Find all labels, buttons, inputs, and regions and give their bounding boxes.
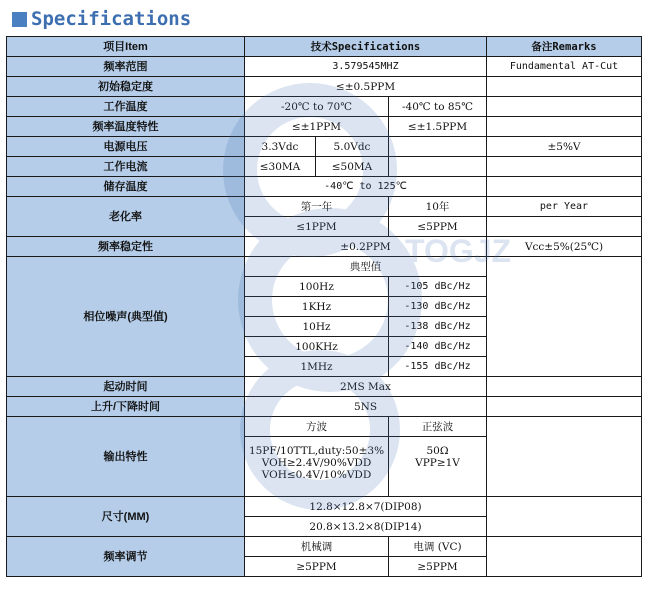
remark-empty [487, 397, 642, 417]
remark-freq-stability: Vcc±5%(25℃) [487, 237, 642, 257]
table-row [7, 257, 642, 277]
title-square-icon [12, 12, 27, 27]
value-startup-time: 2MS Max [245, 377, 487, 397]
remark-empty [487, 97, 642, 117]
output-header-2: 正弦波 [389, 417, 487, 437]
label-aging: 老化率 [7, 197, 245, 237]
header-remarks: 备注Remarks [487, 37, 642, 57]
phase-noise-header: 典型值 [245, 257, 487, 277]
remark-supply-voltage: ±5%V [487, 137, 642, 157]
label-rise-fall: 上升/下降时间 [7, 397, 245, 417]
remark-empty [487, 157, 642, 177]
phase-noise-freq: 100KHz [245, 337, 389, 357]
table-row [7, 157, 642, 177]
output-sine-line: VPP≥1V [415, 457, 460, 469]
label-operating-temp: 工作温度 [7, 97, 245, 117]
page-title [12, 6, 191, 32]
value-frequency-range: 3.579545MHZ [245, 57, 487, 77]
value-dimensions-1: 12.8×12.8×7(DIP08) [245, 497, 487, 517]
value-freq-temp-1: ≤±1PPM [245, 117, 389, 137]
remark-aging: per Year [487, 197, 642, 217]
table-row [7, 97, 642, 117]
remark-empty [487, 257, 642, 377]
label-startup-time: 起动时间 [7, 377, 245, 397]
phase-noise-value: -155 dBc/Hz [389, 357, 487, 377]
output-header-1: 方波 [245, 417, 389, 437]
phase-noise-freq: 1MHz [245, 357, 389, 377]
table-row [7, 57, 642, 77]
value-freq-stability: ±0.2PPM [245, 237, 487, 257]
output-sine-spec [389, 437, 487, 497]
value-supply-voltage-2: 5.0Vdc [316, 137, 389, 157]
label-operating-current: 工作电流 [7, 157, 245, 177]
value-operating-current-1: ≤30MA [245, 157, 316, 177]
table-row [7, 77, 642, 97]
aging-header-2: 10年 [389, 197, 487, 217]
table-row [7, 397, 642, 417]
phase-noise-freq: 10Hz [245, 317, 389, 337]
output-sine-line: 50Ω [426, 445, 449, 457]
value-supply-voltage-1: 3.3Vdc [245, 137, 316, 157]
label-freq-stability: 频率稳定性 [7, 237, 245, 257]
freq-adjust-header-1: 机械调 [245, 537, 389, 557]
remark-empty [487, 377, 642, 397]
label-frequency-range: 频率范围 [7, 57, 245, 77]
label-supply-voltage: 电源电压 [7, 137, 245, 157]
freq-adjust-header-2: 电调 (VC) [389, 537, 487, 557]
table-row [7, 237, 642, 257]
value-rise-fall: 5NS [245, 397, 487, 417]
value-operating-current-2: ≤50MA [316, 157, 389, 177]
remark-frequency-range: Fundamental AT-Cut [487, 57, 642, 77]
phase-noise-freq: 1KHz [245, 297, 389, 317]
value-operating-temp-2: -40℃ to 85℃ [389, 97, 487, 117]
table-row [7, 417, 642, 437]
remark-empty [487, 77, 642, 97]
label-phase-noise: 相位噪声(典型值) [7, 257, 245, 377]
remark-empty [487, 417, 642, 497]
remark-empty [487, 537, 642, 577]
label-storage-temp: 储存温度 [7, 177, 245, 197]
table-row [7, 537, 642, 557]
output-square-line: 15PF/10TTL,duty:50±3% [248, 445, 385, 457]
label-dimensions: 尺寸(MM) [7, 497, 245, 537]
remark-empty [487, 177, 642, 197]
value-storage-temp: -40℃ to 125℃ [245, 177, 487, 197]
header-spec: 技术Specifications [245, 37, 487, 57]
value-empty [389, 137, 487, 157]
label-freq-adjust: 频率调节 [7, 537, 245, 577]
phase-noise-freq: 100Hz [245, 277, 389, 297]
table-row [7, 177, 642, 197]
value-freq-adjust-1: ≥5PPM [245, 557, 389, 577]
phase-noise-value: -130 dBc/Hz [389, 297, 487, 317]
header-item: 项目Item [7, 37, 245, 57]
value-dimensions-2: 20.8×13.2×8(DIP14) [245, 517, 487, 537]
label-initial-stability: 初始稳定度 [7, 77, 245, 97]
value-aging-1: ≤1PPM [245, 217, 389, 237]
remark-empty [487, 217, 642, 237]
output-square-line: VOH≤0.4V/10%VDD [261, 469, 372, 481]
label-output: 输出特性 [7, 417, 245, 497]
value-freq-adjust-2: ≥5PPM [389, 557, 487, 577]
table-row [7, 117, 642, 137]
remark-empty [487, 117, 642, 137]
value-empty [389, 157, 487, 177]
table-row [7, 197, 642, 217]
phase-noise-value: -105 dBc/Hz [389, 277, 487, 297]
table-row [7, 497, 642, 517]
value-freq-temp-2: ≤±1.5PPM [389, 117, 487, 137]
table-row [7, 137, 642, 157]
label-freq-temp: 频率温度特性 [7, 117, 245, 137]
output-square-line: VOH≥2.4V/90%VDD [261, 457, 372, 469]
specifications-table [6, 36, 642, 577]
value-operating-temp-1: -20℃ to 70℃ [245, 97, 389, 117]
output-square-spec [245, 437, 389, 497]
phase-noise-value: -140 dBc/Hz [389, 337, 487, 357]
value-initial-stability: ≤±0.5PPM [245, 77, 487, 97]
value-aging-2: ≤5PPM [389, 217, 487, 237]
phase-noise-value: -138 dBc/Hz [389, 317, 487, 337]
page-title-text: Specifications [31, 8, 192, 30]
table-row [7, 377, 642, 397]
table-header-row [7, 37, 642, 57]
remark-empty [487, 497, 642, 537]
aging-header-1: 第一年 [245, 197, 389, 217]
